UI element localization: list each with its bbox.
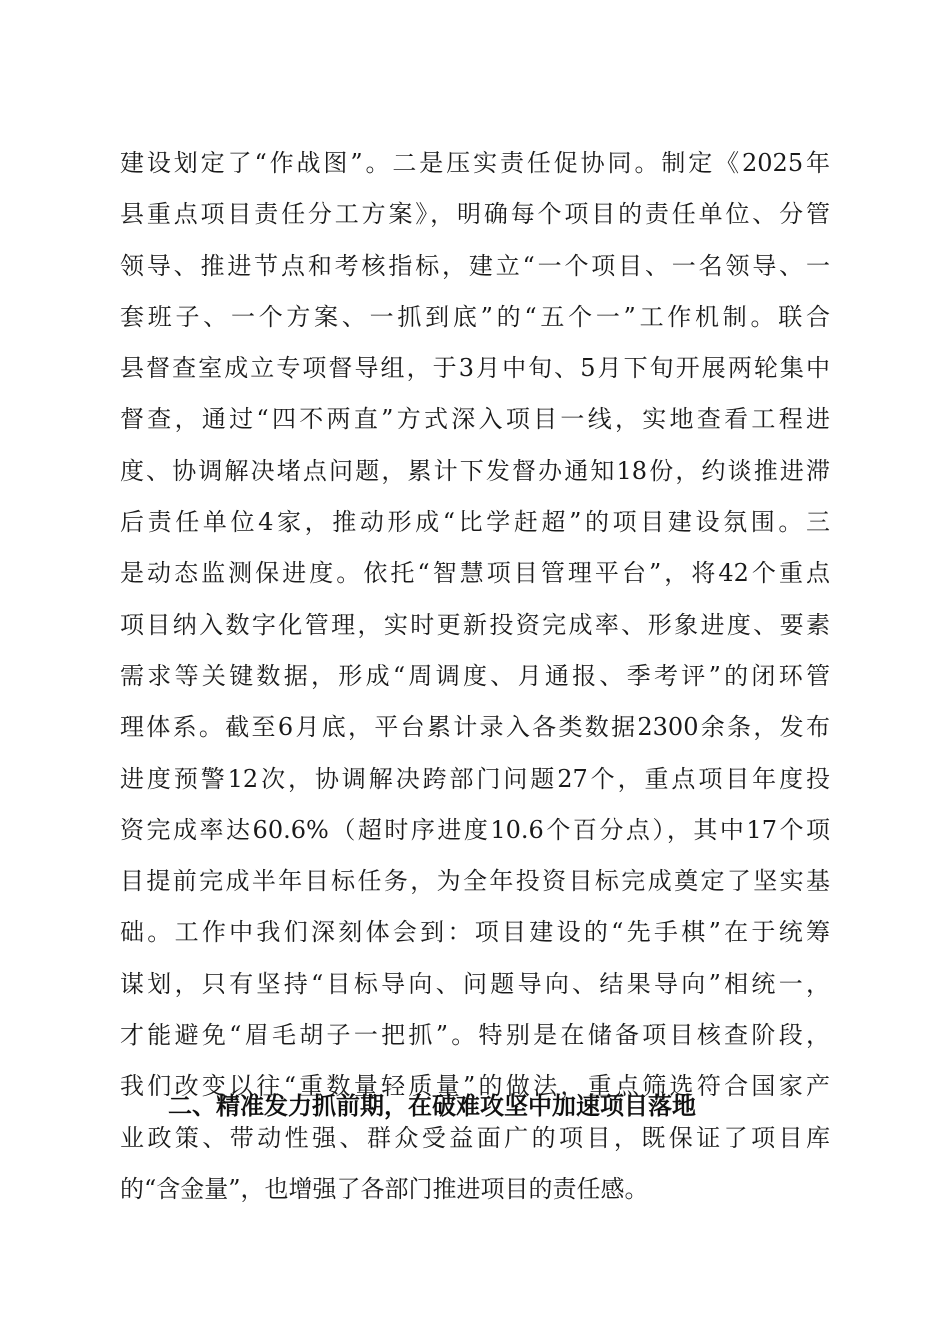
paragraph-line: 进度预警12次，协调解决跨部门问题27个，重点项目年度投 bbox=[120, 764, 830, 793]
paragraph-line: 县重点项目责任分工方案》，明确每个项目的责任单位、分管 bbox=[120, 200, 830, 229]
paragraph-line: 度、协调解决堵点问题，累计下发督办通知18份，约谈推进滞 bbox=[120, 456, 830, 485]
paragraph-line: 理体系。截至6月底，平台累计录入各类数据2300余条，发布 bbox=[120, 713, 830, 742]
paragraph-line: 业政策、带动性强、群众受益面广的项目，既保证了项目库 bbox=[120, 1123, 830, 1152]
paragraph-line: 套班子、一个方案、一抓到底”的“五个一”工作机制。联合 bbox=[120, 302, 830, 331]
paragraph-line: 需求等关键数据，形成“周调度、月通报、季考评”的闭环管 bbox=[120, 661, 830, 690]
paragraph-line: 督查，通过“四不两直”方式深入项目一线，实地查看工程进 bbox=[120, 405, 830, 434]
paragraph-line: 项目纳入数字化管理，实时更新投资完成率、形象进度、要素 bbox=[120, 610, 830, 639]
paragraph-line: 础。工作中我们深刻体会到：项目建设的“先手棋”在于统筹 bbox=[120, 918, 830, 947]
paragraph-line: 谋划，只有坚持“目标导向、问题导向、结果导向”相统一， bbox=[120, 969, 830, 998]
paragraph-line: 建设划定了“作战图”。二是压实责任促协同。制定《2025年 bbox=[120, 149, 830, 177]
paragraph-line: 县督查室成立专项督导组，于3月中旬、5月下旬开展两轮集中 bbox=[120, 354, 830, 383]
paragraph-line: 是动态监测保进度。依托“智慧项目管理平台”，将42个重点 bbox=[120, 559, 830, 588]
paragraph-line: 才能避免“眉毛胡子一把抓”。特别是在储备项目核查阶段， bbox=[120, 1021, 830, 1050]
paragraph-line: 领导、推进节点和考核指标，建立“一个项目、一名领导、一 bbox=[120, 251, 830, 280]
body-paragraph bbox=[120, 138, 830, 1215]
paragraph-line: 的“含金量”，也增强了各部门推进项目的责任感。 bbox=[120, 1174, 649, 1203]
paragraph-line: 资完成率达60.6%（超时序进度10.6个百分点），其中17个项 bbox=[120, 815, 830, 844]
paragraph-line: 后责任单位4家，推动形成“比学赶超”的项目建设氛围。三 bbox=[120, 508, 830, 537]
paragraph-line: 我们改变以往“重数量轻质量”的做法，重点筛选符合国家产 bbox=[120, 1072, 830, 1101]
section-heading: 二、精准发力抓前期，在破难攻坚中加速项目落地 bbox=[168, 1092, 696, 1120]
paragraph-line: 目提前完成半年目标任务，为全年投资目标完成奠定了坚实基 bbox=[120, 867, 830, 896]
